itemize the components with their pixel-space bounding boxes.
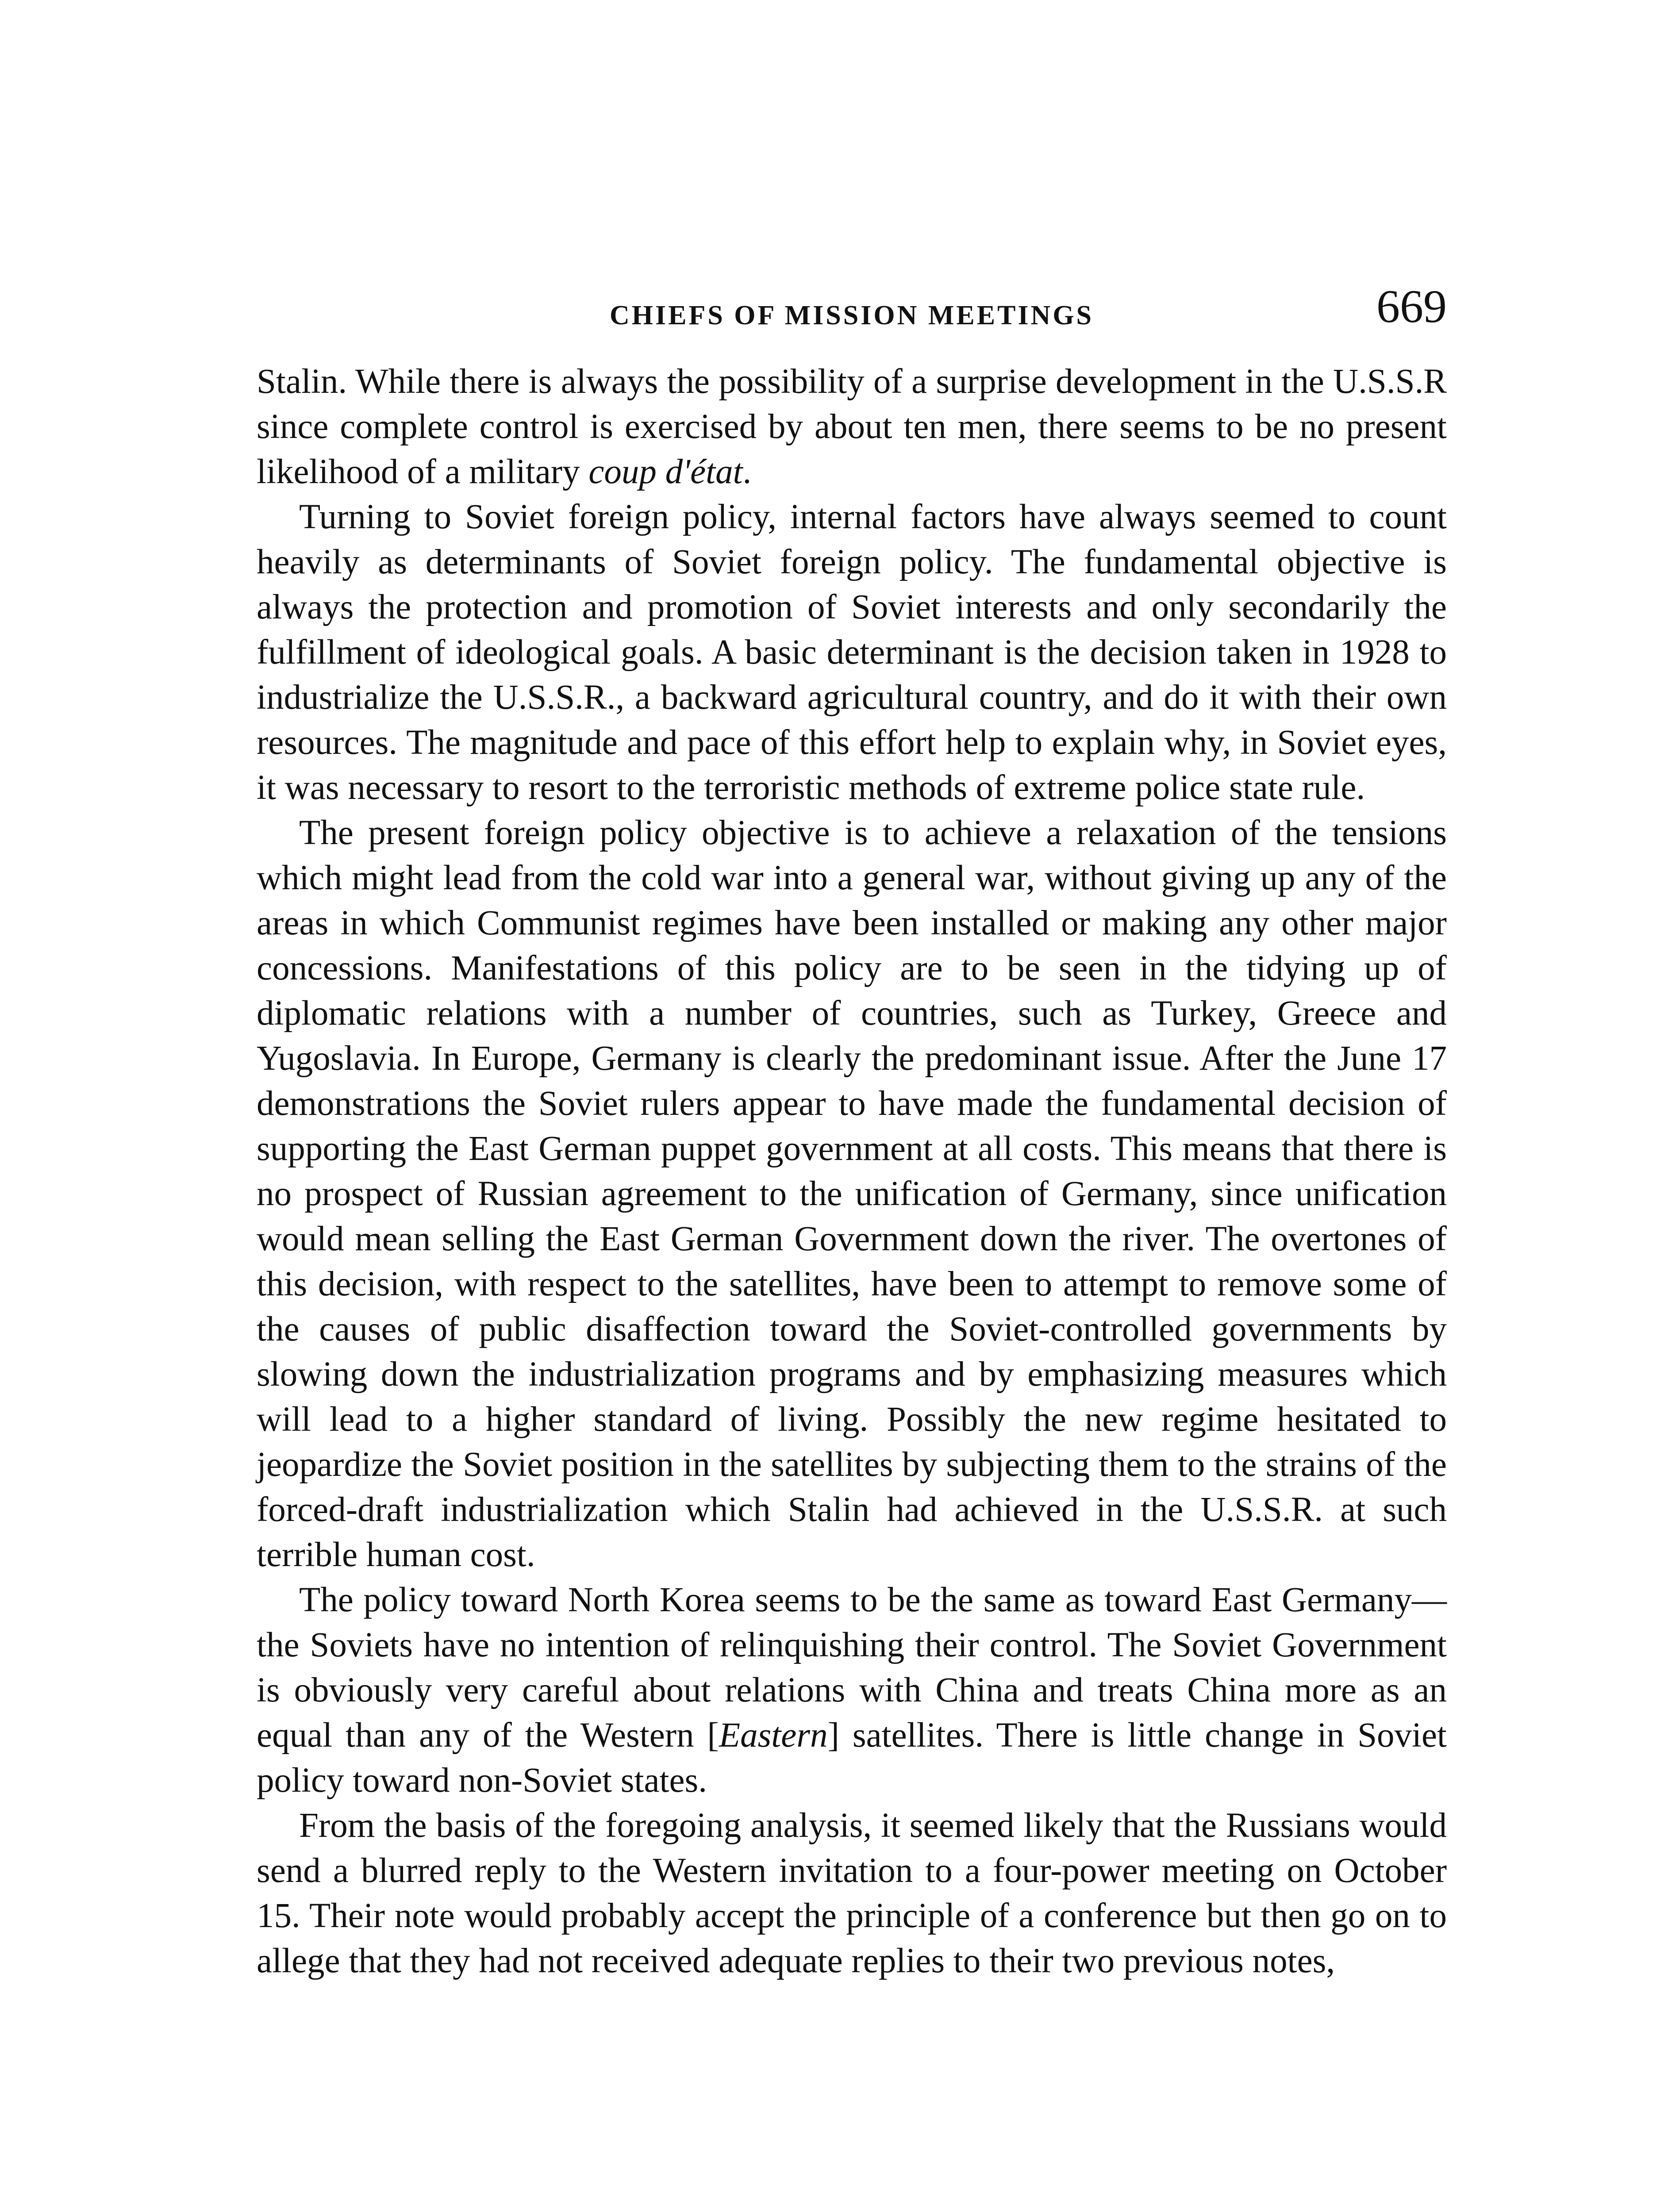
paragraph-4-end: ] satellites. There is little change in Soviet policy toward non-Soviet states. [257, 1716, 1447, 1800]
paragraph-2: Turning to Soviet foreign policy, internal factors have always seemed to count heavily as determinants of Soviet foreign policy. The fundamental objective is always the protection and promotion of Soviet interests and only secondarily the fulfillment of ideological goals. A basic determinant is the decision taken in 1928 to industrialize the U.S.S.R., a backward agricultural country, and do it with their own resources. The magnitude and pace of this effort help to explain why, in Soviet eyes, it was necessary to resort to the terroristic methods of extreme police state rule. [257, 498, 1447, 807]
running-header [257, 280, 1447, 336]
paragraph-4-text: The policy toward North Korea seems to be the same as toward East Germany—the Soviets have no intention of relinquishing their control. The Soviet Government is obviously very careful about relations with China and treats China more as an equal than any of the Western [ [257, 1581, 1447, 1755]
paragraph-5: From the basis of the foregoing analysis, it seemed likely that the Russians would send a blurred reply to the Western invitation to a four-power meeting on October 15. Their note would probably accept the principle of a conference but then go on to allege that they had not received adequate replies to their two previous notes, [257, 1806, 1447, 1980]
running-title: CHIEFS OF MISSION MEETINGS [609, 300, 1094, 330]
italic-phrase-coup-detat: coup d'état [588, 453, 743, 491]
paragraph-1-end: . [742, 453, 752, 491]
italic-word-eastern: Eastern [719, 1716, 828, 1755]
paragraph-3: The present foreign policy objective is to achieve a relaxation of the tensions which might lead from the cold war into a general war, without giving up any of the areas in which Communist regimes have been installed or making any other major concessions. Manifestations of this policy are to be seen in the tidying up of diplomatic relations with a number of countries, such as Turkey, Greece and Yugoslavia. In Europe, Germany is clearly the predominant issue. After the June 17 demonstrations the Soviet rulers appear to have made the fundamental decision of supporting the East German puppet government at all costs. This means that there is no prospect of Russian agreement to the unification of Germany, since unification would mean selling the East German Government down the river. The overtones of this decision, with respect to the satellites, have been to attempt to remove some of the causes of public disaffection toward the Soviet-controlled governments by slowing down the industrialization programs and by emphasizing measures which will lead to a higher standard of living. Possibly the new regime hesitated to jeopardize the Soviet position in the satellites by subjecting them to the strains of the forced-draft industrialization which Stalin had achieved in the U.S.S.R. at such terrible human cost. [257, 814, 1447, 1574]
page-number: 669 [1376, 280, 1447, 332]
paragraph-1 [257, 359, 1447, 495]
body-text [257, 359, 1447, 1984]
paragraph-4 [257, 1578, 1447, 1803]
paragraph-1-text: Stalin. While there is always the possibility of a surprise development in the U.S.S.R since complete control is exercised by about ten men, there seems to be no present likelihood of a military [257, 362, 1447, 491]
